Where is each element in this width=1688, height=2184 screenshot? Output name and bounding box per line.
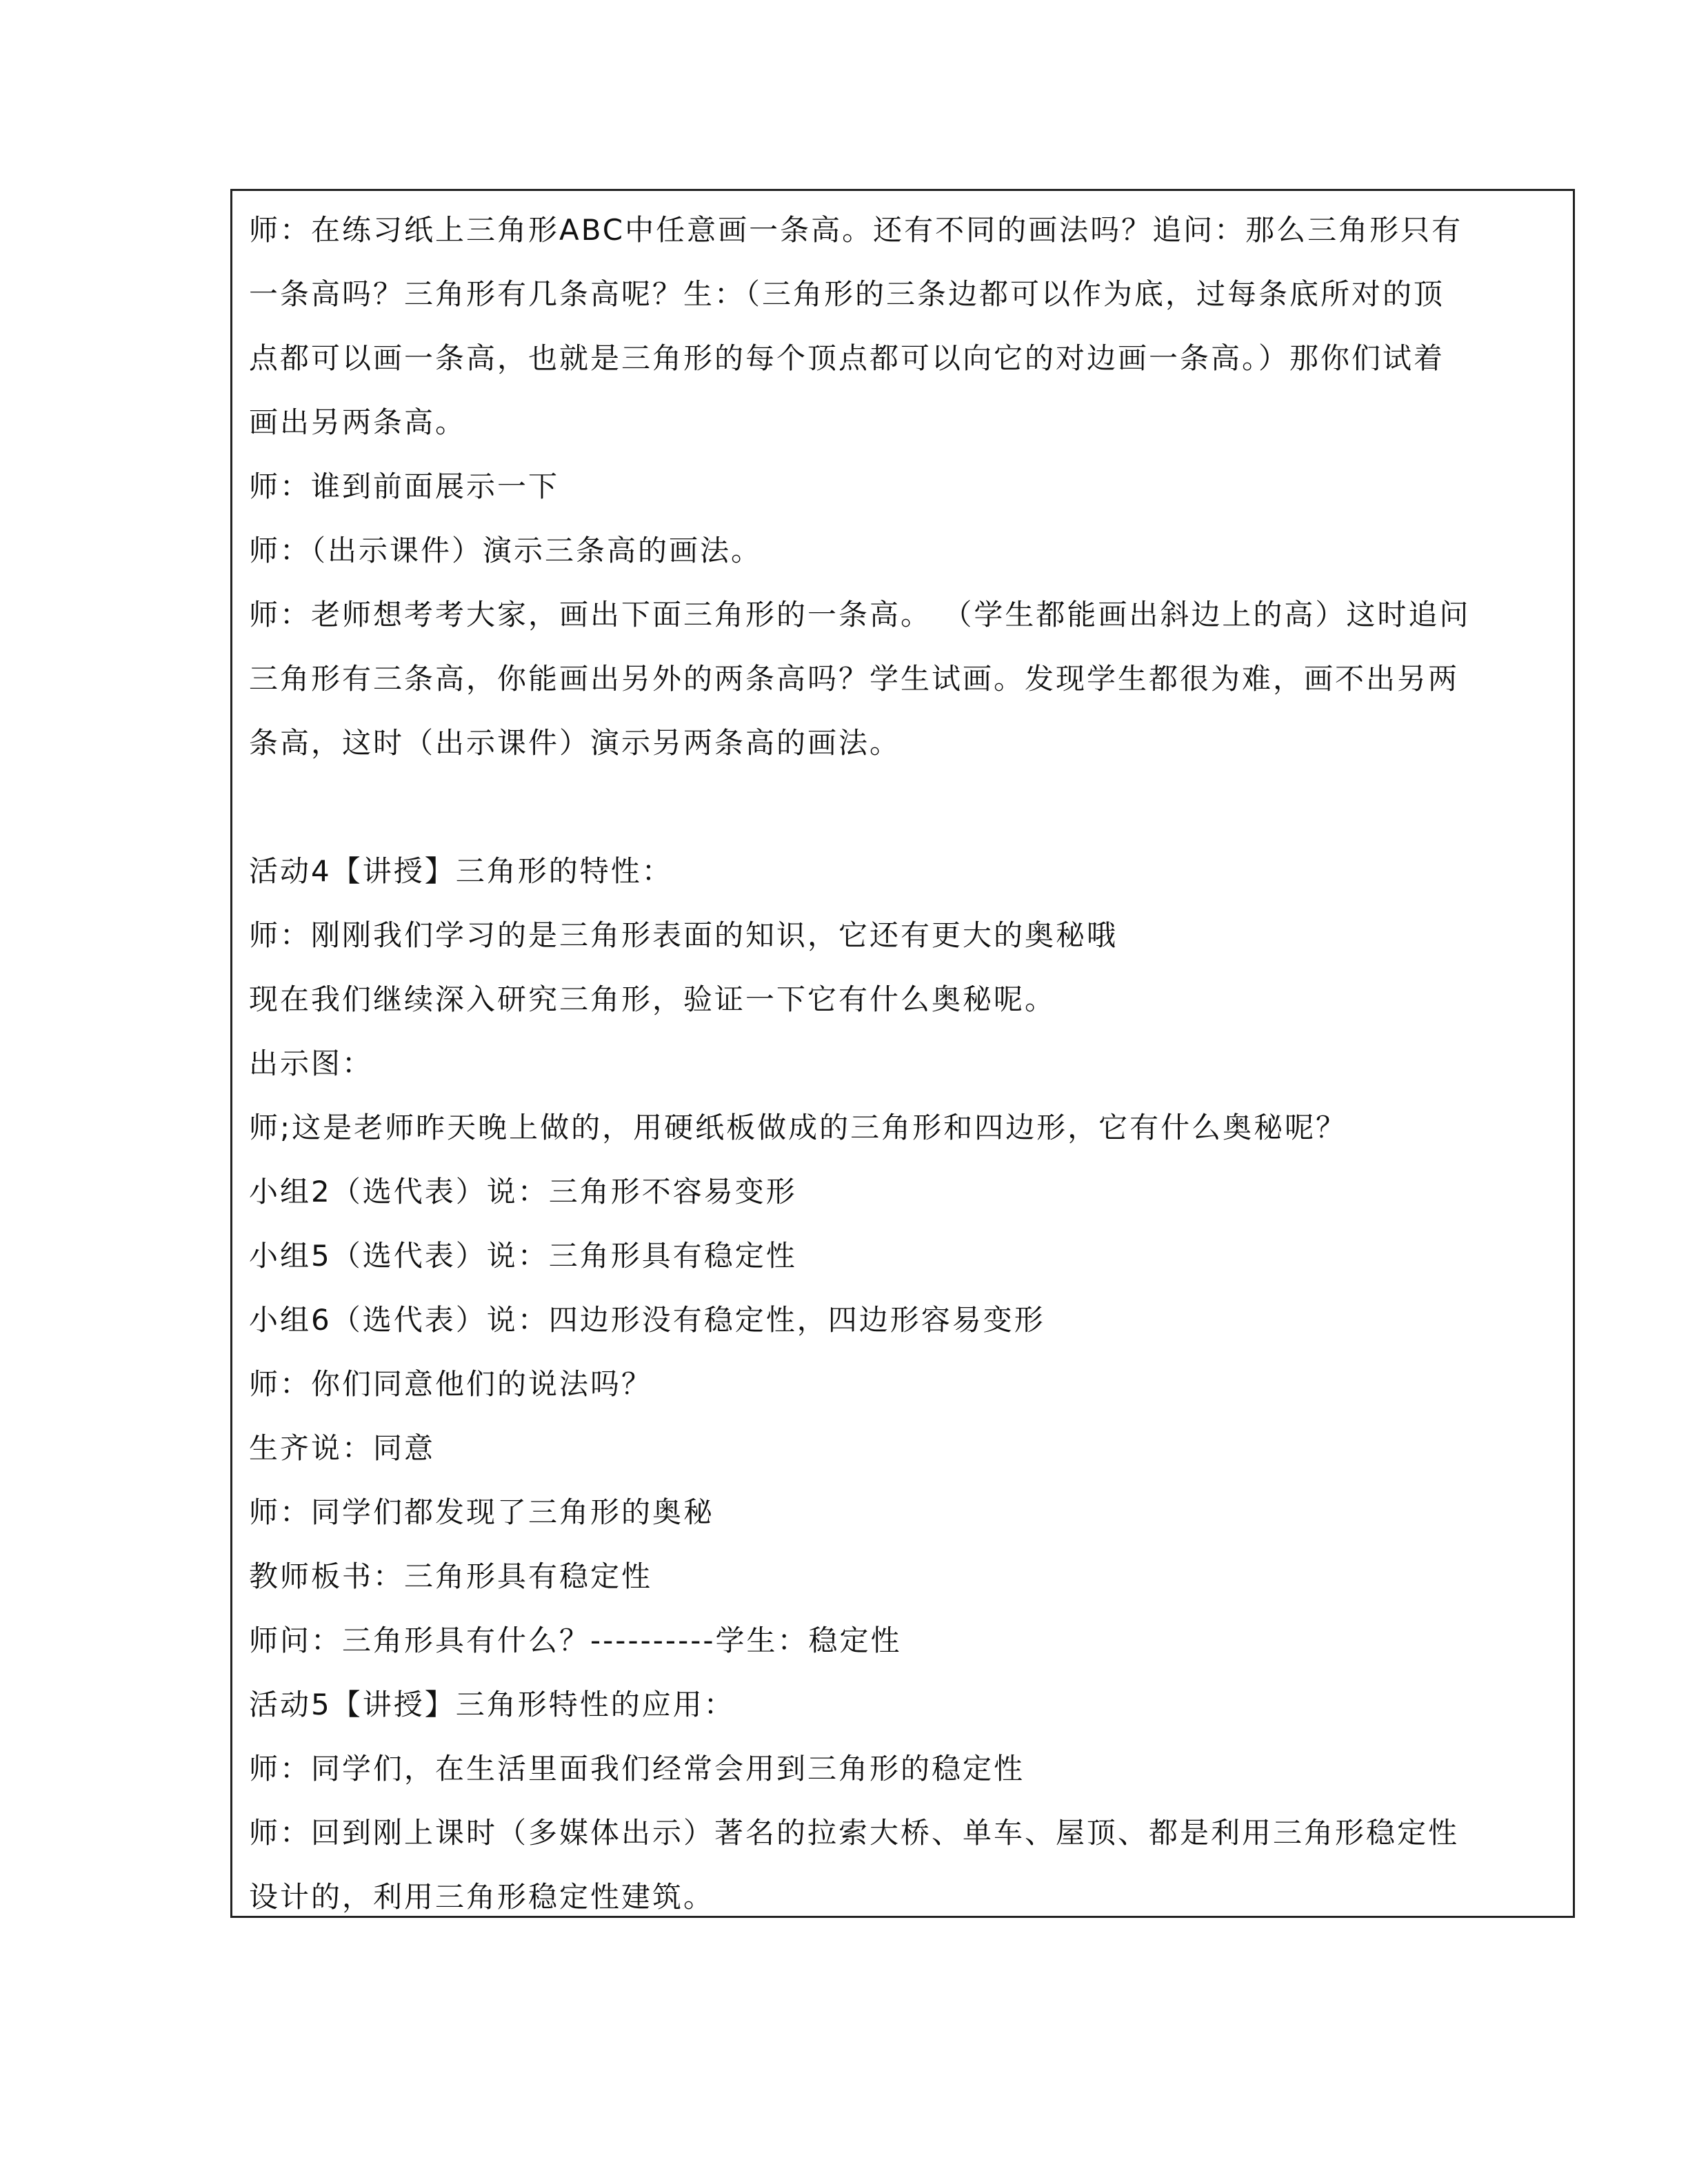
- text-line: 设计的，利用三角形稳定性建筑。: [249, 1880, 715, 1914]
- text-line: 师：老师想考考大家，画出下面三角形的一条高。 （学生都能画出斜边上的高）这时追问: [249, 598, 1471, 631]
- text-line: 师：同学们都发现了三角形的奥秘: [249, 1495, 715, 1529]
- activity-5-heading: 活动5【讲授】三角形特性的应用：: [249, 1688, 735, 1721]
- text-line: 小组5（选代表）说：三角形具有稳定性: [249, 1239, 797, 1273]
- text-line: 师：你们同意他们的说法吗？: [249, 1367, 653, 1401]
- text-line: 师：谁到前面展示一下: [249, 469, 560, 503]
- lesson-text: [249, 198, 1559, 1929]
- lesson-table-cell: [230, 189, 1575, 1918]
- text-line: 三角形有三条高，你能画出另外的两条高吗？学生试画。发现学生都很为难，画不出另两: [249, 662, 1460, 696]
- text-line: 师：回到刚上课时（多媒体出示）著名的拉索大桥、单车、屋顶、都是利用三角形稳定性: [249, 1816, 1460, 1850]
- text-line: 条高，这时（出示课件）演示另两条高的画法。: [249, 726, 901, 760]
- text-line: 点都可以画一条高，也就是三角形的每个顶点都可以向它的对边画一条高。）那你们试着: [249, 341, 1445, 375]
- text-line: 小组2（选代表）说：三角形不容易变形: [249, 1175, 797, 1209]
- text-line: 出示图：: [249, 1046, 374, 1080]
- activity-4-heading: 活动4【讲授】三角形的特性：: [249, 854, 673, 888]
- text-line: 现在我们继续深入研究三角形，验证一下它有什么奥秘呢。: [249, 982, 1056, 1016]
- text-line: 师;这是老师昨天晚上做的，用硬纸板做成的三角形和四边形，它有什么奥秘呢？: [249, 1111, 1347, 1144]
- text-line: 教师板书：三角形具有稳定性: [249, 1559, 653, 1593]
- blank-line: [249, 775, 1559, 839]
- text-line: 画出另两条高。: [249, 405, 467, 439]
- text-line: 师：在练习纸上三角形ABC中任意画一条高。还有不同的画法吗？追问：那么三角形只有: [249, 213, 1463, 247]
- text-line: 生齐说：同意: [249, 1431, 436, 1465]
- text-line: 师：（出示课件）演示三条高的画法。: [249, 534, 763, 567]
- text-line: 师：同学们，在生活里面我们经常会用到三角形的稳定性: [249, 1752, 1025, 1786]
- text-line: 师问：三角形具有什么？----------学生：稳定性: [249, 1624, 902, 1657]
- text-line: 小组6（选代表）说：四边形没有稳定性，四边形容易变形: [249, 1303, 1045, 1337]
- text-line: 一条高吗？三角形有几条高呢？生：（三角形的三条边都可以作为底，过每条底所对的顶: [249, 277, 1445, 311]
- text-line: 师：刚刚我们学习的是三角形表面的知识，它还有更大的奥秘哦: [249, 918, 1118, 952]
